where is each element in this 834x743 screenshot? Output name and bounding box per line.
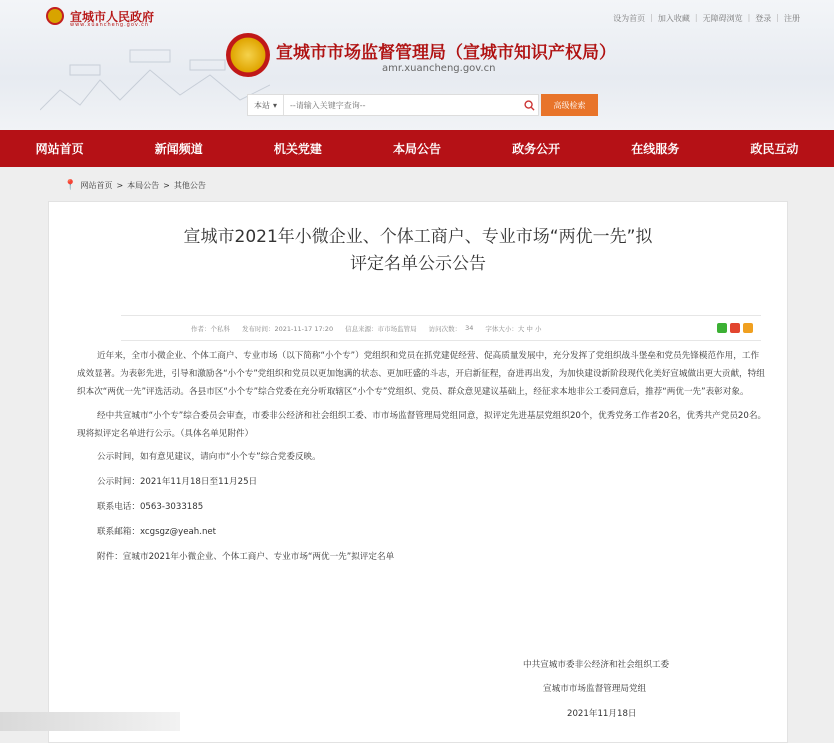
top-links: 设为首页 | 加入收藏 | 无障碍浏览 | 登录 | 注册: [613, 13, 800, 23]
search-input[interactable]: [284, 101, 520, 110]
meta-source: 信息来源：市市场监管局: [345, 324, 417, 333]
nav-party-building[interactable]: 机关党建: [273, 142, 322, 156]
meta-views-label: 访问次数：: [428, 324, 462, 333]
nav-home[interactable]: 网站首页: [35, 142, 84, 156]
header: [0, 0, 834, 130]
signature-org1: 中共宣城市委非公经济和社会组织工委: [523, 660, 670, 670]
search-scope-select[interactable]: [248, 95, 284, 115]
search-scope-label: 本站: [254, 100, 270, 110]
add-favorite-link[interactable]: 加入收藏: [657, 14, 690, 23]
qzone-share-icon[interactable]: [743, 323, 753, 333]
article-line-feedback: 公示时间，如有意见建议，请向市“小个专”综合党委反映。: [97, 452, 321, 462]
national-emblem-icon: [226, 33, 270, 77]
meta-author: 作者：个私科: [191, 324, 230, 333]
signature-org2: 宣城市市场监督管理局党组: [543, 684, 647, 694]
accessibility-link[interactable]: 无障碍浏览: [702, 14, 743, 23]
register-link[interactable]: 注册: [784, 14, 800, 23]
search-bar: [247, 94, 539, 116]
site-domain: amr.xuancheng.gov.cn: [382, 63, 496, 74]
meta-views: 34: [465, 324, 474, 332]
article-title-line1: 宣城市2021年小微企业、个体工商户、专业市场“两优一先”拟: [183, 227, 653, 247]
advanced-search-button[interactable]: 高级检索: [541, 94, 598, 116]
chevron-down-icon: ▾: [273, 100, 278, 110]
share-buttons: [717, 323, 753, 333]
main-nav: [0, 130, 834, 167]
search-icon[interactable]: [520, 96, 538, 114]
nav-online-services[interactable]: 在线服务: [631, 142, 680, 156]
gov-portal-name: 宣城市人民政府: [70, 9, 155, 24]
set-homepage-link[interactable]: 设为首页: [613, 14, 646, 23]
nav-announcements[interactable]: 本局公告: [392, 142, 441, 156]
article-body: [77, 347, 767, 574]
article-paragraph: 近年来，全市小微企业、个体工商户、专业市场（以下简称“小个专”）党组织和党员在抓党建促经营、促高质量发展中，充分发挥了党组织战斗堡垒和党员先锋模范作用，工作成效显著。为表彰先进，引导和激励各“小个专”党组织和党员以更加饱满的状态、更加旺盛的斗志，开启新征程，奋进再出发，为加快建设新阶段现代化美好宣城做出更大贡献，特组织本次“两优一先”评选活动。各县市区“小个专”综合党委在充分听取辖区“小个专”党组织、党员、群众意见建议基础上，经征求本地非公工委同意后，推荐“两优一先”表彰对象。: [77, 351, 765, 397]
nav-news[interactable]: 新闻频道: [154, 142, 203, 156]
login-link[interactable]: 登录: [755, 14, 772, 23]
breadcrumb-other[interactable]: 其他公告: [173, 181, 206, 190]
weibo-share-icon[interactable]: [730, 323, 740, 333]
site-title[interactable]: 宣城市市场监督管理局（宣城市知识产权局）: [276, 43, 616, 63]
article-meta: [121, 315, 761, 341]
meta-font-size[interactable]: 字体大小：大 中 小: [485, 324, 542, 333]
article-line-period: 公示时间：2021年11月18日至11月25日: [97, 477, 258, 487]
article-line-phone: 联系电话：0563-3033185: [97, 502, 204, 512]
breadcrumb: 📍 网站首页 > 本局公告 > 其他公告: [64, 180, 206, 191]
article-attachment-link[interactable]: 附件：宣城市2021年小微企业、个体工商户、专业市场“两优一先”拟评定名单: [97, 552, 395, 562]
article-title-line2: 评定名单公示公告: [350, 254, 486, 274]
article-line-email: 联系邮箱：xcgsgz@yeah.net: [97, 527, 217, 537]
gov-emblem-icon: [46, 7, 64, 25]
nav-government-affairs[interactable]: 政务公开: [512, 142, 561, 156]
wechat-share-icon[interactable]: [717, 323, 727, 333]
article-paragraph: 经中共宣城市“小个专”综合委员会审查，市委非公经济和社会组织工委、市市场监督管理局党组同意，拟评定先进基层党组织20个，优秀党务工作者20名，优秀共产党员20名。现将拟评定名单进行公示。（具体名单见附件）: [77, 411, 767, 439]
breadcrumb-home[interactable]: 网站首页: [80, 181, 113, 190]
signature-date: 2021年11月18日: [567, 709, 637, 719]
meta-time: 发布时间：2021-11-17 17:20: [242, 324, 334, 333]
gov-portal-sub: www.xuancheng.gov.cn: [70, 22, 149, 28]
location-pin-icon: 📍: [64, 180, 77, 191]
article-panel: [48, 201, 788, 743]
photo-blur-artifact: [0, 712, 180, 731]
nav-public-interaction[interactable]: 政民互动: [750, 142, 799, 156]
article-title: [49, 224, 787, 278]
breadcrumb-announcements[interactable]: 本局公告: [127, 181, 160, 190]
